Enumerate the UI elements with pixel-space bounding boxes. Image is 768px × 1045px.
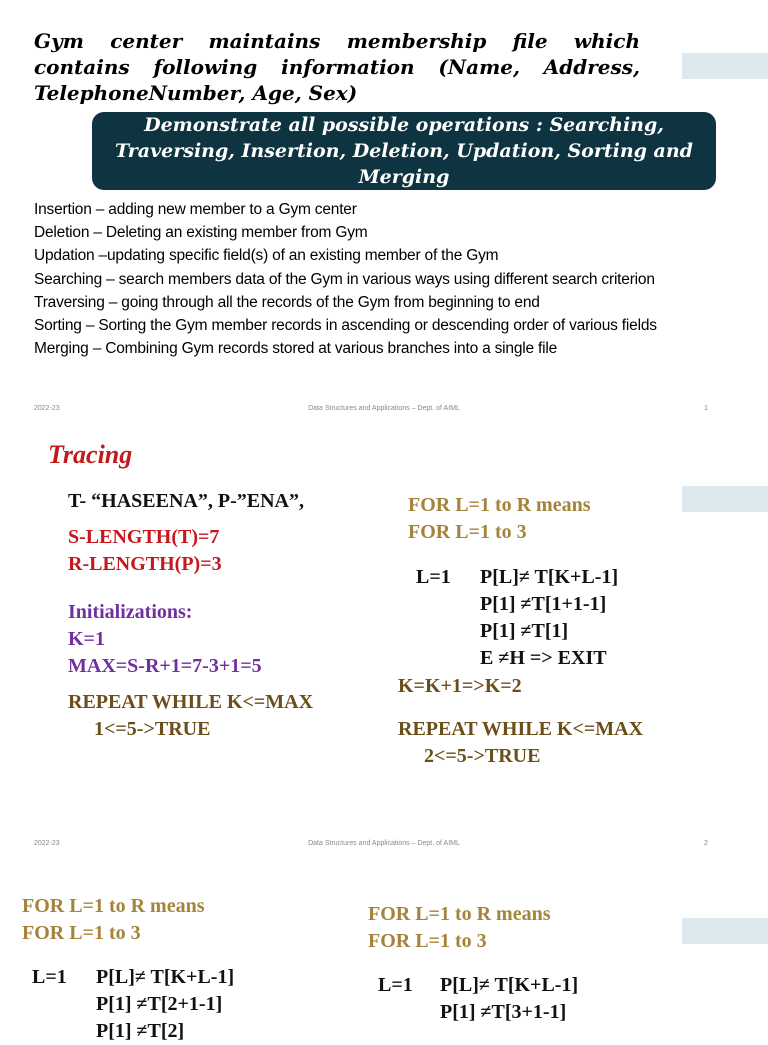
list-item: Traversing – going through all the records of the Gym from beginning to end [34,293,540,311]
trace-line: P[L]≠ T[K+L-1] [480,566,619,588]
for-loop-line-2: FOR L=1 to 3 [22,922,141,944]
l-label: L=1 [378,974,413,996]
r-length: R-LENGTH(P)=3 [68,553,222,575]
condition-2: 2<=5->TRUE [424,745,541,767]
list-item: Merging – Combining Gym records stored at various branches into a single file [34,340,558,358]
slide-3 [0,848,768,1042]
footer-year: 2022-23 [34,840,60,847]
accent-bar [682,918,768,944]
for-loop-line-1: FOR L=1 to R means [22,895,205,917]
slide-title: Tracing [48,440,133,469]
k-increment: K=K+1=>K=2 [398,675,522,697]
trace-line: P[1] ≠T[1+1-1] [480,593,607,615]
accent-bar [682,53,768,79]
repeat-while-1: REPEAT WHILE K<=MAX [68,691,314,713]
footer-page-number: 1 [704,405,708,412]
problem-statement: Gym center maintains membership file which contains following information (Name, Address, TelephoneNumber, Age, Sex) [34,29,640,105]
slide-2 [0,424,768,848]
trace-line: P[L]≠ T[K+L-1] [440,974,579,996]
slide-footer [0,405,768,419]
init-heading: Initializations: [68,601,193,623]
footer-page-number: 2 [704,840,708,847]
repeat-while-2: REPEAT WHILE K<=MAX [398,718,644,740]
trace-line: P[1] ≠T[3+1-1] [440,1001,567,1023]
accent-bar [682,486,768,512]
footer-course: Data Structures and Applications – Dept. of AIML [308,840,460,847]
footer-year: 2022-23 [34,405,60,412]
operations-banner: Demonstrate all possible operations : Searching, Traversing, Insertion, Deletion, Updation, Sorting and Merging [92,112,716,190]
trace-line: P[1] ≠T[2+1-1] [96,993,223,1015]
trace-line: P[1] ≠T[1] [480,620,569,642]
for-loop-line-2: FOR L=1 to 3 [408,521,527,543]
condition-1: 1<=5->TRUE [94,718,211,740]
list-item: Deletion – Deleting an existing member from Gym [34,224,368,242]
for-loop-line-1: FOR L=1 to R means [368,903,551,925]
trace-line: E ≠H => EXIT [480,647,607,669]
for-loop-line-1: FOR L=1 to R means [408,494,591,516]
max-init: MAX=S-R+1=7-3+1=5 [68,655,262,677]
slide-1 [0,0,768,424]
l-label: L=1 [32,966,67,988]
list-item: Searching – search members data of the Gym in various ways using different search criterion [34,270,655,288]
list-item: Updation –updating specific field(s) of an existing member of the Gym [34,247,499,265]
list-item: Insertion – adding new member to a Gym center [34,201,357,218]
operations-list [34,198,764,360]
trace-line: P[1] ≠T[2] [96,1020,185,1042]
l-label: L=1 [416,566,451,588]
k-init: K=1 [68,628,105,650]
list-item: Sorting – Sorting the Gym member records in ascending or descending order of various fields [34,317,657,335]
s-length: S-LENGTH(T)=7 [68,526,220,548]
given-strings: T- “HASEENA”, P-”ENA”, [68,490,304,512]
footer-course: Data Structures and Applications – Dept. of AIML [308,405,460,412]
for-loop-line-2: FOR L=1 to 3 [368,930,487,952]
trace-line: P[L]≠ T[K+L-1] [96,966,235,988]
